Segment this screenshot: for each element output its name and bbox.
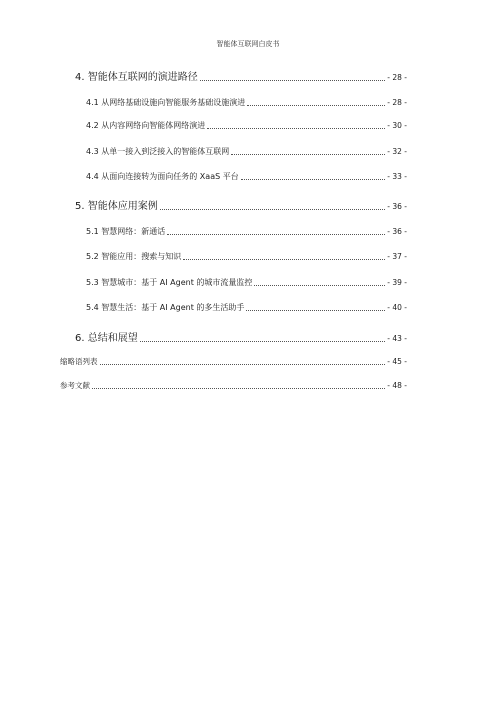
toc-entry-page: - 36 - (387, 227, 407, 236)
toc-entry-page: - 33 - (387, 172, 407, 181)
dot-leader (246, 310, 385, 311)
running-header: 智能体互联网白皮书 (216, 40, 280, 48)
toc-entry-page: - 36 - (387, 202, 407, 211)
toc-entry-chapter-5[interactable] (75, 197, 407, 212)
dot-leader (254, 285, 385, 286)
toc-entry-title: 4.4 从面向连接转为面向任务的 XaaS 平台 (86, 172, 239, 181)
dot-leader (92, 388, 385, 389)
toc-entry-5-3[interactable] (86, 277, 407, 288)
toc-entry-page: - 48 - (387, 381, 407, 390)
toc-entry-title: 5.4 智慧生活：基于 AI Agent 的多生活助手 (86, 303, 245, 312)
toc-entry-title: 4.2 从内容网络向智能体网络演进 (86, 121, 206, 130)
toc-entry-title: 参考文献 (60, 381, 90, 390)
dot-leader (167, 234, 385, 235)
toc-entry-page: - 37 - (387, 252, 407, 261)
toc-entry-4-2[interactable] (86, 120, 407, 131)
toc-entry-page: - 28 - (387, 98, 407, 107)
toc-entry-title: 4.1 从网络基础设施向智能服务基础设施演进 (86, 98, 246, 107)
toc-entry-4-3[interactable] (86, 146, 407, 157)
toc-entry-title: 缩略语列表 (60, 357, 98, 366)
toc-entry-page: - 45 - (387, 357, 407, 366)
toc-entry-page: - 43 - (387, 334, 407, 343)
toc-entry-title: 6. 总结和展望 (75, 333, 138, 344)
dot-leader (160, 209, 386, 210)
dot-leader (241, 179, 386, 180)
toc-entry-references[interactable] (60, 380, 407, 391)
toc-entry-abbreviations[interactable] (60, 356, 407, 367)
dot-leader (140, 341, 386, 342)
toc-entry-5-1[interactable] (86, 226, 407, 237)
toc-entry-title: 5.3 智慧城市：基于 AI Agent 的城市流量监控 (86, 278, 253, 287)
toc-entry-title: 4.3 从单一接入到泛接入的智能体互联网 (86, 147, 230, 156)
dot-leader (207, 128, 385, 129)
toc-entry-4-1[interactable] (86, 97, 407, 108)
toc-entry-page: - 39 - (387, 278, 407, 287)
toc-entry-page: - 32 - (387, 147, 407, 156)
dot-leader (247, 105, 385, 106)
toc-entry-title: 4. 智能体互联网的演进路径 (75, 72, 198, 83)
dot-leader (200, 80, 386, 81)
toc-entry-page: - 40 - (387, 303, 407, 312)
toc-entry-page: - 28 - (387, 73, 407, 82)
dot-leader (100, 364, 386, 365)
toc-entry-5-4[interactable] (86, 302, 407, 313)
toc-entry-page: - 30 - (387, 121, 407, 130)
toc-entry-5-2[interactable] (86, 251, 407, 262)
dot-leader (231, 154, 385, 155)
toc-entry-chapter-4[interactable] (75, 68, 407, 83)
toc-entry-title: 5. 智能体应用案例 (75, 201, 158, 212)
toc-entry-title: 5.1 智慧网络：新通话 (86, 227, 166, 236)
toc-entry-title: 5.2 智能应用：搜索与知识 (86, 252, 182, 261)
toc-entry-chapter-6[interactable] (75, 329, 407, 344)
toc-entry-4-4[interactable] (86, 171, 407, 182)
dot-leader (183, 259, 385, 260)
